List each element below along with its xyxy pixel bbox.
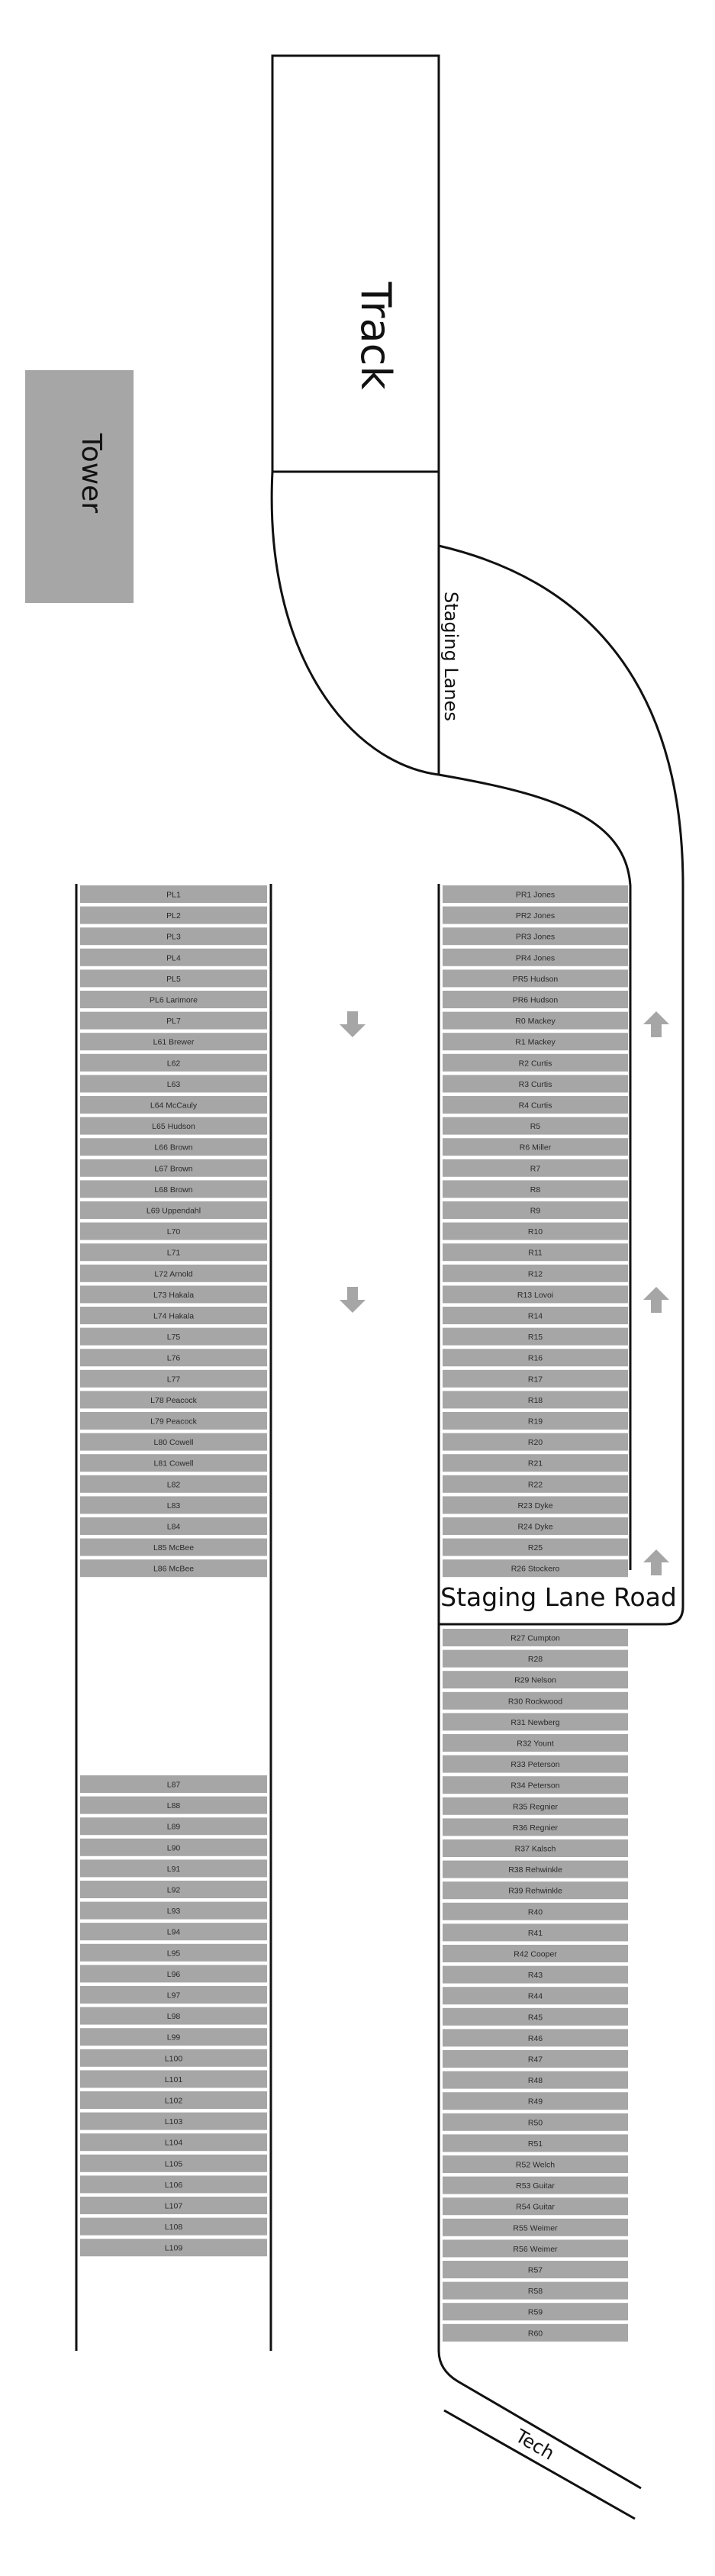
- lane-label: R19: [527, 1417, 543, 1427]
- lane-label: R20: [527, 1438, 543, 1448]
- arrow-down-icon: [340, 1287, 366, 1313]
- lane-label: L101: [164, 2075, 183, 2084]
- lane-label: R55 Weimer: [513, 2223, 558, 2233]
- lane-label: L80 Cowell: [153, 1438, 194, 1448]
- lane-label: L65 Hudson: [152, 1122, 195, 1132]
- lane-label: L96: [166, 1969, 181, 1979]
- lane-label: PL6 Larimore: [149, 995, 198, 1005]
- lane-label: R24 Dyke: [517, 1522, 553, 1532]
- staging-lane-inner-curve: [272, 472, 439, 775]
- right-lanes-group-1: [443, 885, 628, 1577]
- arrow-up-icon: [643, 1549, 669, 1575]
- lane-label: L109: [164, 2243, 183, 2253]
- lane-label: R36 Regnier: [513, 1823, 558, 1833]
- lane-label: PL3: [166, 932, 181, 942]
- lane-label: R49: [527, 2097, 543, 2107]
- lane-label: L64 McCauly: [150, 1101, 198, 1111]
- lane-label: L86 McBee: [153, 1564, 195, 1574]
- lane-label: L100: [164, 2054, 183, 2064]
- lane-label: L71: [166, 1248, 181, 1258]
- lane-label: R37 Kalsch: [514, 1844, 556, 1854]
- lane-label: L103: [164, 2117, 183, 2127]
- lane-label: L85 McBee: [153, 1543, 195, 1553]
- lane-label: R53 Guitar: [516, 2181, 555, 2191]
- lane-label: R40: [527, 1907, 543, 1917]
- lane-label: R47: [527, 2055, 543, 2065]
- lane-label: L102: [164, 2096, 183, 2106]
- lane-label: R16: [527, 1353, 543, 1363]
- lane-label: L107: [164, 2201, 183, 2211]
- lane-label: L67 Brown: [154, 1164, 193, 1174]
- lane-label: PR1 Jones: [515, 890, 556, 900]
- lane-label: R22: [527, 1480, 543, 1490]
- lane-label: L62: [166, 1059, 181, 1069]
- lane-label: R35 Regnier: [513, 1802, 558, 1812]
- lane-label: R46: [527, 2033, 543, 2043]
- lane-label: PR5 Hudson: [512, 974, 559, 984]
- lane-label: R33 Peterson: [510, 1760, 560, 1770]
- lane-label: PL7: [166, 1017, 181, 1027]
- lane-label: R31 Newberg: [510, 1717, 560, 1727]
- lane-label: PL5: [166, 974, 181, 984]
- staging-lane-road-label: Staging Lane Road: [440, 1582, 677, 1612]
- lane-label: L88: [166, 1801, 181, 1811]
- lane-label: L78 Peacock: [150, 1395, 197, 1405]
- lane-label: R59: [527, 2307, 543, 2317]
- lane-label: PR2 Jones: [515, 911, 556, 921]
- tech-exit-road: [439, 2351, 641, 2488]
- lane-label: R25: [527, 1543, 543, 1553]
- lane-label: R52 Welch: [515, 2160, 556, 2170]
- lane-label: R56 Weimer: [513, 2244, 558, 2254]
- lane-label: R5: [530, 1122, 541, 1132]
- lane-label: L74 Hakala: [153, 1311, 195, 1321]
- lane-label: R2 Curtis: [518, 1059, 552, 1069]
- lane-label: R39 Rehwinkle: [508, 1886, 562, 1896]
- lane-label: R54 Guitar: [516, 2202, 555, 2212]
- tower-label: Tower: [76, 433, 107, 514]
- lane-label: PL4: [166, 953, 181, 963]
- lane-label: R0 Mackey: [515, 1017, 556, 1027]
- lane-label: L93: [166, 1907, 181, 1917]
- left-lanes-group-1: [80, 885, 267, 1577]
- lane-label: R50: [527, 2118, 543, 2128]
- lane-label: R23 Dyke: [517, 1501, 553, 1510]
- lane-label: R42 Cooper: [514, 1949, 557, 1959]
- lane-label: R7: [530, 1164, 541, 1174]
- lane-label: R1 Mackey: [515, 1037, 556, 1047]
- lane-label: R57: [527, 2265, 543, 2275]
- lane-label: PR6 Hudson: [512, 995, 559, 1005]
- lane-label: R12: [527, 1269, 543, 1279]
- lane-label: R13 Lovoi: [517, 1290, 554, 1300]
- lane-label: L90: [166, 1843, 181, 1853]
- lane-label: L99: [166, 2033, 181, 2042]
- left-lanes-group-2: [80, 1775, 267, 2256]
- lane-label: R44: [527, 1991, 543, 2001]
- lane-label: R48: [527, 2076, 543, 2086]
- lane-label: R3 Curtis: [518, 1079, 552, 1089]
- lane-label: R51: [527, 2139, 543, 2149]
- tech-exit-road-lower: [444, 2410, 635, 2519]
- track-area: [272, 56, 439, 472]
- lane-label: PR3 Jones: [515, 932, 556, 942]
- lane-label: L77: [166, 1375, 181, 1385]
- lane-label: R34 Peterson: [510, 1781, 560, 1791]
- lane-label: L104: [164, 2138, 183, 2148]
- lane-label: L81 Cowell: [153, 1459, 194, 1469]
- lane-label: R41: [527, 1928, 543, 1938]
- lane-label: L70: [166, 1227, 181, 1237]
- lane-label: L95: [166, 1949, 181, 1959]
- lane-label: R30 Rockwood: [507, 1697, 563, 1707]
- lane-label: R27 Cumpton: [510, 1633, 560, 1643]
- lane-label: L87: [166, 1780, 181, 1790]
- lane-label: L79 Peacock: [150, 1417, 197, 1427]
- lane-label: L105: [164, 2159, 183, 2169]
- arrow-up-icon: [643, 1287, 669, 1313]
- lane-label: R6 Miller: [519, 1143, 552, 1153]
- lane-label: R4 Curtis: [518, 1101, 552, 1111]
- lane-label: L66 Brown: [154, 1143, 193, 1153]
- lane-label: R60: [527, 2329, 543, 2339]
- lane-label: R28: [527, 1655, 543, 1665]
- lane-label: PL2: [166, 911, 181, 921]
- lane-label: L68 Brown: [154, 1185, 193, 1195]
- lane-label: L83: [166, 1501, 181, 1510]
- lane-label: L84: [166, 1522, 181, 1532]
- lane-label: L73 Hakala: [153, 1290, 195, 1300]
- lane-label: L98: [166, 2012, 181, 2022]
- lane-label: L61 Brewer: [153, 1037, 195, 1047]
- lane-label: L75: [166, 1333, 181, 1343]
- lane-label: R32 Yount: [517, 1739, 554, 1749]
- lane-label: R43: [527, 1971, 543, 1981]
- right-lanes-group-2: [443, 1629, 628, 2342]
- lane-label: L97: [166, 1991, 181, 2001]
- lane-label: R45: [527, 2013, 543, 2023]
- arrow-up-icon: [643, 1011, 669, 1037]
- lane-label: L108: [164, 2223, 183, 2233]
- lane-label: R29 Nelson: [514, 1675, 556, 1685]
- lane-label: R38 Rehwinkle: [508, 1865, 562, 1875]
- lane-label: L69 Uppendahl: [146, 1206, 201, 1216]
- lane-label: R9: [530, 1206, 541, 1216]
- lane-label: L91: [166, 1864, 181, 1874]
- lane-label: R8: [530, 1185, 541, 1195]
- lane-label: R11: [528, 1248, 543, 1258]
- lane-label: R21: [527, 1459, 543, 1469]
- lane-label: L72 Arnold: [154, 1269, 193, 1279]
- lane-label: R15: [527, 1333, 543, 1343]
- arrow-down-icon: [340, 1011, 366, 1037]
- staging-lanes-label: Staging Lanes: [440, 592, 462, 721]
- lane-label: L89: [166, 1822, 181, 1832]
- lane-label: L94: [166, 1927, 181, 1937]
- lane-label: R26 Stockero: [510, 1564, 560, 1574]
- lane-label: R14: [527, 1311, 543, 1321]
- lane-label: PR4 Jones: [515, 953, 556, 963]
- lane-label: L106: [164, 2180, 183, 2190]
- lane-label: L82: [166, 1480, 181, 1490]
- lane-label: PL1: [166, 890, 181, 900]
- lane-label: R17: [527, 1375, 543, 1385]
- track-label: Track: [352, 282, 400, 390]
- lane-label: R18: [527, 1395, 543, 1405]
- lane-label: L76: [166, 1353, 181, 1363]
- lane-label: L63: [166, 1079, 181, 1089]
- lane-label: L92: [166, 1885, 181, 1895]
- lane-label: R10: [527, 1227, 543, 1237]
- tech-label: Tech: [511, 2425, 559, 2465]
- lane-label: R58: [527, 2287, 543, 2297]
